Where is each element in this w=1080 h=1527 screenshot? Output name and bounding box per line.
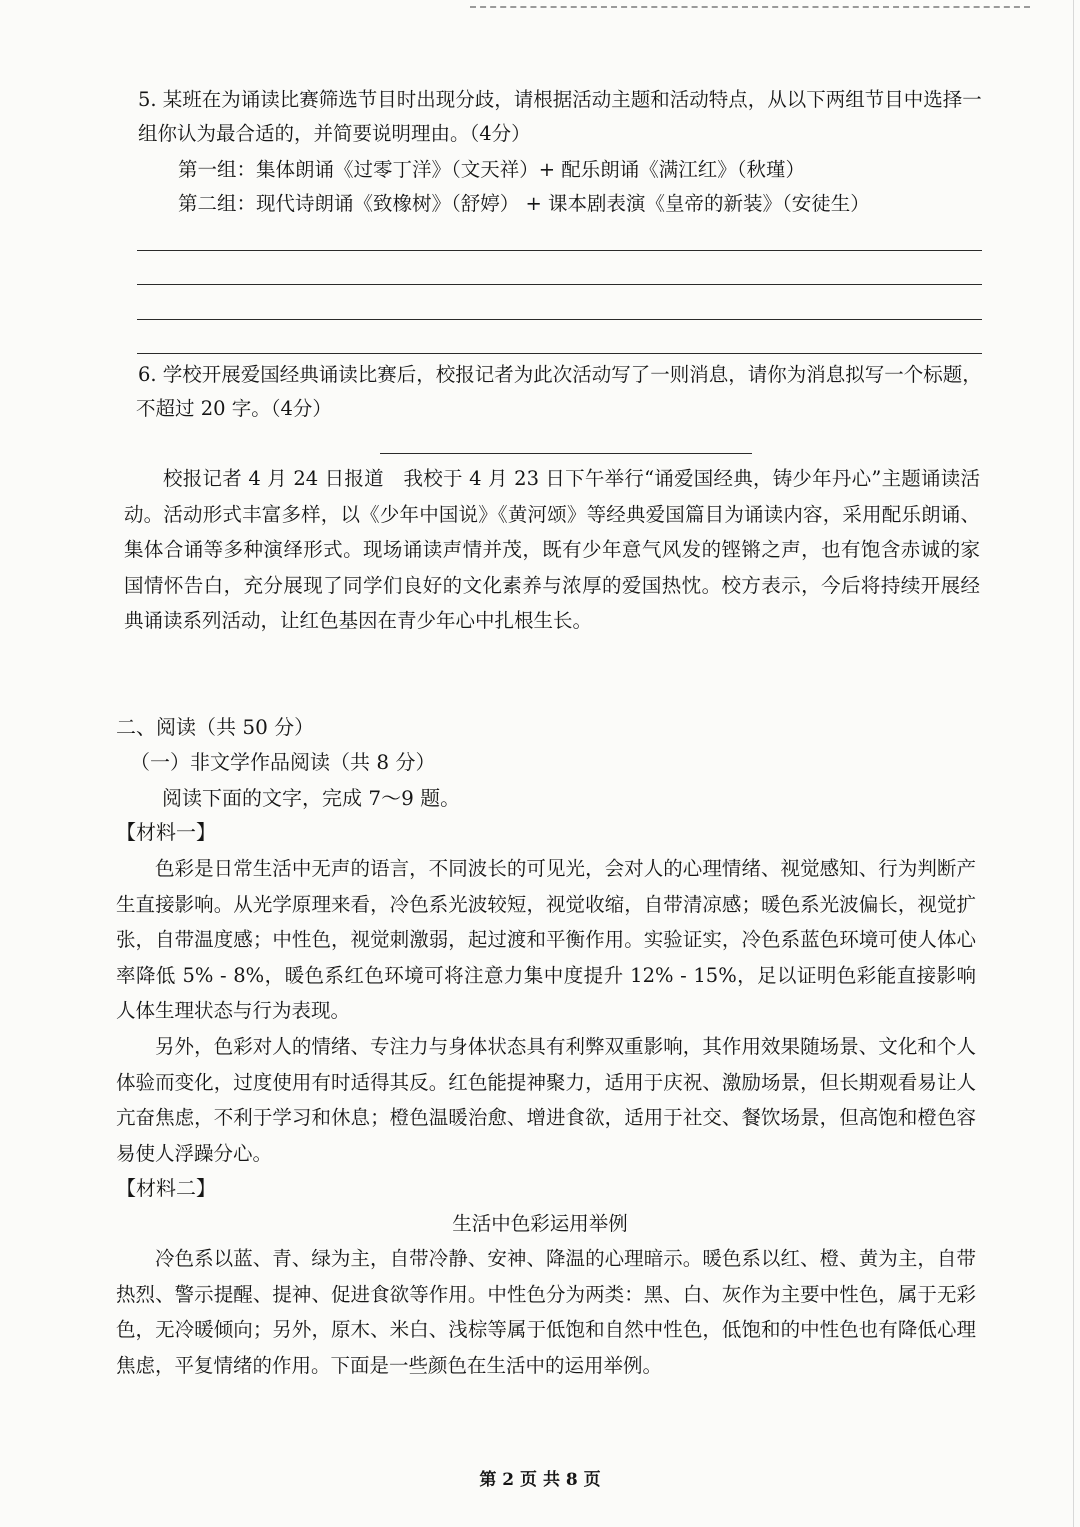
section-2-subtitle: （一）非文学作品阅读（共 8 分） <box>130 750 436 774</box>
q5-answer-line-1[interactable] <box>137 250 982 251</box>
page-number-footer: 第 2 页 共 8 页 <box>479 1470 601 1490</box>
material-2-label: 【材料二】 <box>116 1176 216 1200</box>
q5-options <box>178 153 1028 221</box>
q5-answer-line-2[interactable] <box>137 284 982 285</box>
material-1-label: 【材料一】 <box>116 820 216 844</box>
q6-news-text: 校报记者 4 月 24 日报道 我校于 4 月 23 日下午举行“诵爱国经典，铸少年丹心”主题诵读活动。活动形式丰富多样，以《少年中国说》《黄河颂》等经典爱国篇目为诵读内容，采用配乐朗诵、集体合诵等多种演绎形式。现场诵读声情并茂，既有少年意气风发的铿锵之声，也有饱含赤诚的家国情怀告白，充分展现了同学们良好的文化素养与浓厚的爱国热忱。校方表示，今后将持续开展经典诵读系列活动，让红色基因在青少年心中扎根生长。 <box>124 467 980 632</box>
q6-prompt-line1: 6. 学校开展爱国经典诵读比赛后，校报记者为此次活动写了一则消息，请你为消息拟写一个标题， <box>138 363 982 386</box>
q5-answer-line-3[interactable] <box>137 319 982 320</box>
reading-instruction: 阅读下面的文字，完成 7～9 题。 <box>162 786 461 810</box>
question-5 <box>138 83 988 151</box>
top-dashed-border <box>470 6 1030 8</box>
material-2-paragraph-1: 冷色系以蓝、青、绿为主，自带冷静、安神、降温的心理暗示。暖色系以红、橙、黄为主，自带热烈、警示提醒、提神、促进食欲等作用。中性色分为两类：黑、白、灰作为主要中性色，属于无彩色，无冷暖倾向；另外，原木、米白、浅棕等属于低饱和自然中性色，低饱和的中性色也有降低心理焦虑，平复情绪的作用。下面是一些颜色在生活中的运用举例。 <box>116 1247 976 1377</box>
material-1-paragraph-2: 另外，色彩对人的情绪、专注力与身体状态具有利弊双重影响，其作用效果随场景、文化和个人体验而变化，过度使用有时适得其反。红色能提神聚力，适用于庆祝、激励场景，但长期观看易让人亢奋焦虑，不利于学习和休息；橙色温暖治愈、增进食欲，适用于社交、餐饮场景，但高饱和橙色容易使人浮躁分心。 <box>116 1035 976 1165</box>
q5-group-1: 第一组：集体朗诵《过零丁洋》（文天祥）+ 配乐朗诵《满江红》（秋瑾） <box>178 158 806 181</box>
q5-prompt-line1: 5. 某班在为诵读比赛筛选节目时出现分歧，请根据活动主题和活动特点，从以下两组节目中选择一 <box>138 88 982 111</box>
section-2-title: 二、阅读（共 50 分） <box>116 715 315 739</box>
q5-answer-line-4[interactable] <box>137 353 982 354</box>
material-2-title: 生活中色彩运用举例 <box>452 1212 628 1235</box>
q5-prompt-line2: 组你认为最合适的，并简要说明理由。（4分） <box>138 122 531 145</box>
question-6 <box>138 358 988 426</box>
material-1-paragraph-1: 色彩是日常生活中无声的语言，不同波长的可见光，会对人的心理情绪、视觉感知、行为判断产生直接影响。从光学原理来看，冷色系光波较短，视觉收缩，自带清凉感；暖色系光波偏长，视觉扩张，自带温度感；中性色，视觉刺激弱，起过渡和平衡作用。实验证实，冷色系蓝色环境可使人体心率降低 5% - 8%，暖色系红色环境可将注意力集中度提升 12% - 15%，足以证明色彩能直接影响人体生理状态与行为表现。 <box>116 857 976 1022</box>
q6-prompt-line2: 不超过 20 字。（4分） <box>136 397 332 420</box>
q5-group-2: 第二组：现代诗朗诵《致橡树》（舒婷） + 课本剧表演《皇帝的新装》（安徒生） <box>178 192 870 215</box>
page-edge <box>1073 0 1074 1527</box>
q6-title-answer-line[interactable] <box>380 453 752 454</box>
